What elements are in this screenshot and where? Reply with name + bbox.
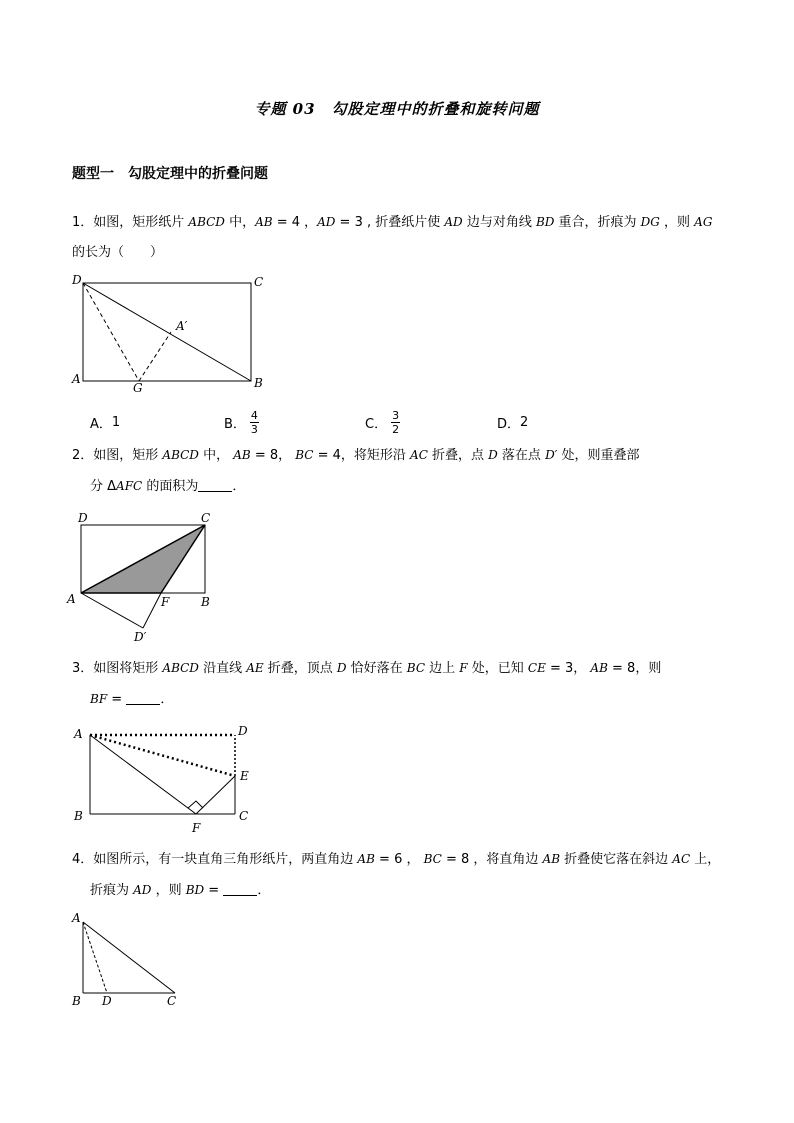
figure-3	[70, 722, 260, 837]
question-4-line-2: 折痕为 AD ，则 BD = ．	[90, 883, 271, 898]
figure-4-crease-ad	[83, 922, 107, 993]
figure-1-label-b: B	[254, 376, 263, 390]
figure-3-label-f: F	[192, 821, 201, 835]
question-2	[72, 440, 732, 502]
figure-4-label-a: A	[72, 911, 81, 925]
figure-1-diagonal-bd	[83, 283, 251, 381]
figure-3-label-a: A	[74, 727, 83, 741]
figure-4	[68, 910, 198, 1010]
answer-blank-3[interactable]	[126, 690, 160, 705]
answer-blank-2[interactable]	[198, 477, 232, 492]
figure-2-label-b: B	[201, 595, 210, 609]
figure-2-label-d: D	[78, 511, 88, 525]
figure-2-label-c: C	[201, 511, 211, 525]
question-1-line-1: 1．如图，矩形纸片 ABCD 中，AB = 4 ，AD = 3 , 折叠纸片使 AD 边与对角线 BD 重合，折痕为 DG ，则 AG	[72, 215, 713, 230]
figure-2-label-d-prime: D′	[134, 630, 147, 644]
option-d[interactable]: D． 2	[497, 414, 529, 432]
figure-3-label-b: B	[74, 809, 83, 823]
figure-3-label-c: C	[239, 809, 249, 823]
figure-1-label-a: A	[72, 372, 81, 386]
question-4-line-1: 4．如图所示，有一块直角三角形纸片，两直角边 AB = 6 ， BC = 8 ，将直角边 AB 折叠使它落在斜边 AC 上，	[72, 852, 721, 867]
figure-3-right-angle-mark	[188, 801, 203, 808]
option-a[interactable]: A． 1	[90, 414, 121, 432]
figure-2	[62, 506, 232, 646]
figure-2-label-f: F	[161, 595, 170, 609]
figure-2-fold-ad1	[81, 593, 143, 628]
answer-blank-4[interactable]	[223, 881, 257, 896]
figure-2-overlap-triangle-afc	[81, 525, 205, 593]
option-c-fraction: $\frac{3}{2}$	[392, 408, 400, 436]
question-3-line-2: BF = ．	[90, 692, 174, 707]
section-heading: 题型一 勾股定理中的折叠问题	[72, 166, 268, 182]
question-3	[72, 653, 732, 715]
figure-3-label-e: E	[240, 769, 249, 783]
figure-4-label-c: C	[167, 994, 177, 1008]
question-1-options	[90, 402, 650, 442]
figure-1-label-c: C	[254, 275, 264, 289]
figure-2-label-a: A	[67, 592, 76, 606]
figure-1-crease-dg	[83, 283, 139, 381]
question-3-line-1: 3．如图将矩形 ABCD 沿直线 AE 折叠，顶点 D 恰好落在 BC 边上 F 处，已知 CE = 3， AB = 8，则	[72, 661, 662, 676]
question-4	[72, 844, 732, 906]
figure-2-fold-d1f	[143, 593, 161, 628]
figure-4-hypotenuse-ac	[83, 922, 175, 993]
figure-3-crease-ae-dotted	[90, 735, 235, 776]
figure-3-label-d: D	[238, 724, 248, 738]
figure-1-label-d: D	[72, 273, 82, 287]
option-c[interactable]: C． $\frac{3}{2}$	[365, 408, 400, 436]
question-1	[72, 207, 732, 268]
question-1-line-2: 的长为（ ）	[72, 245, 164, 260]
option-b[interactable]: B． $\frac{4}{3}$	[224, 408, 258, 436]
figure-3-fold-af	[90, 735, 196, 814]
question-2-line-2: 分 ΔAFC 的面积为 ．	[90, 479, 246, 494]
page-title: 专题 03 勾股定理中的折叠和旋转问题	[254, 100, 540, 118]
figure-1-label-g: G	[133, 381, 143, 395]
figure-4-label-d: D	[102, 994, 112, 1008]
figure-4-label-b: B	[72, 994, 81, 1008]
option-b-fraction: $\frac{4}{3}$	[250, 408, 258, 436]
figure-1-label-a-prime: A′	[176, 319, 188, 333]
figure-3-fold-fe	[196, 776, 235, 814]
figure-1-fold-ga1	[139, 332, 171, 381]
question-2-line-1: 2．如图，矩形 ABCD 中， AB = 8， BC = 4，将矩形沿 AC 折叠，点 D 落在点 D′ 处，则重叠部	[72, 448, 640, 463]
figure-1	[60, 268, 280, 398]
